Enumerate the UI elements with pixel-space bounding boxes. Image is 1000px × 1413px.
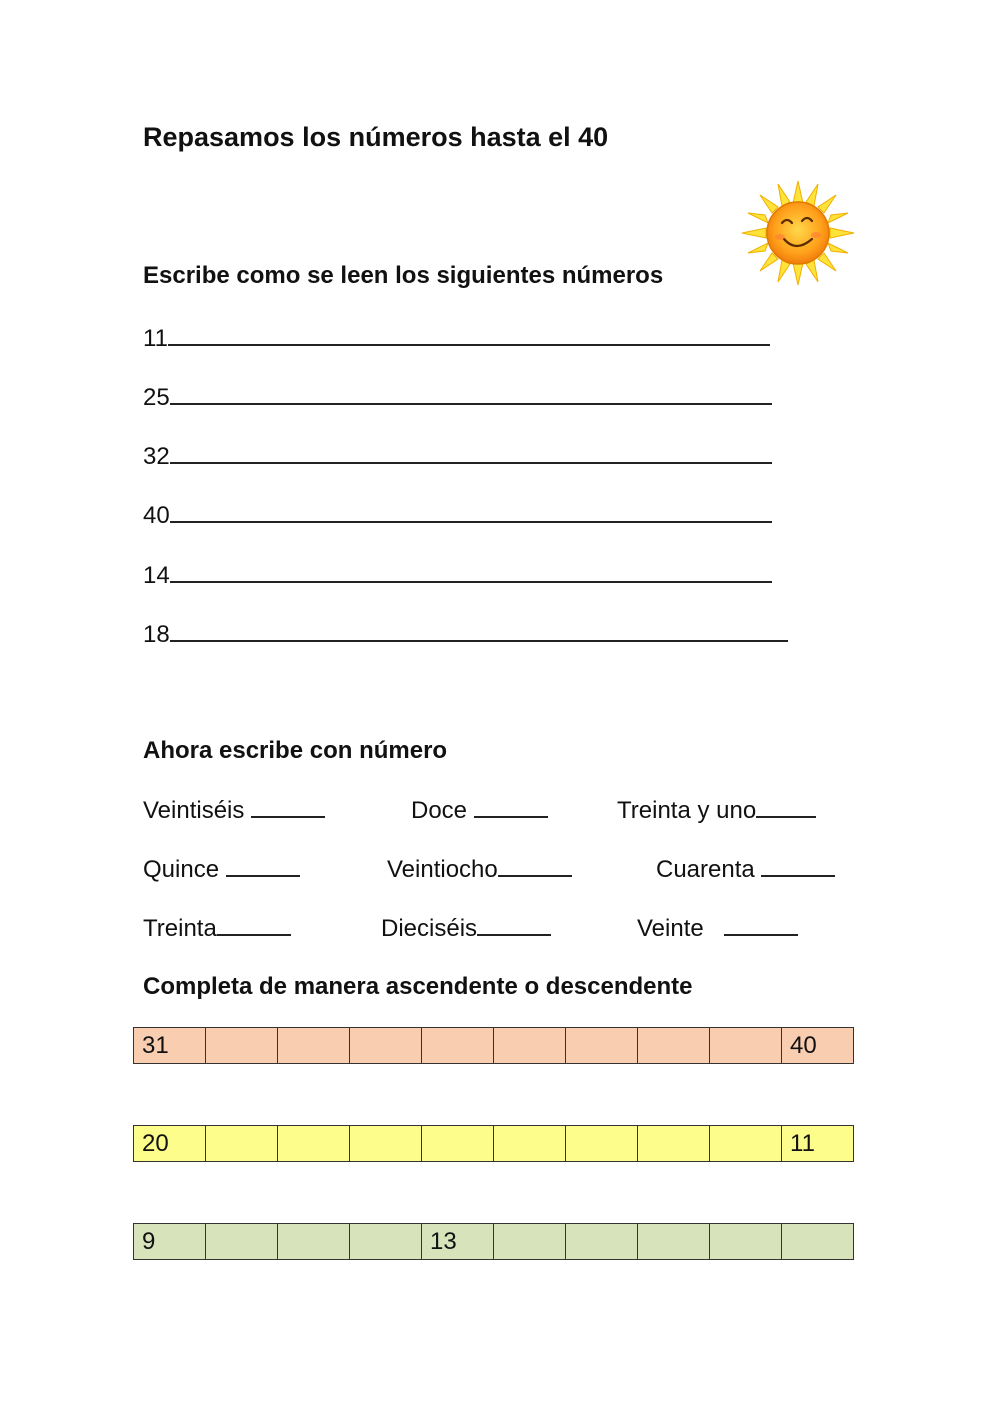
sequence-cell[interactable]: [566, 1028, 638, 1064]
word-item: [387, 855, 572, 884]
word-label: Dieciséis: [381, 915, 478, 942]
sequence-cell[interactable]: [566, 1126, 638, 1162]
sequence-row: [134, 1028, 854, 1064]
sequence-table-1: [133, 1027, 854, 1064]
number-label: 14: [143, 562, 170, 589]
sequence-cell[interactable]: [638, 1028, 710, 1064]
answer-blank[interactable]: [756, 796, 816, 818]
word-item: [656, 855, 835, 884]
word-item: [143, 796, 325, 825]
sequence-cell[interactable]: [206, 1224, 278, 1260]
answer-blank[interactable]: [217, 914, 291, 936]
answer-blank[interactable]: [724, 914, 798, 936]
write-line-row: [143, 499, 772, 530]
sequence-table-2: [133, 1125, 854, 1162]
answer-line[interactable]: [170, 559, 772, 583]
sequence-cell[interactable]: 9: [134, 1224, 206, 1260]
word-label: Treinta y uno: [617, 797, 757, 824]
answer-blank[interactable]: [251, 796, 325, 818]
word-label: Quince: [143, 856, 220, 883]
number-label: 40: [143, 502, 170, 529]
answer-blank[interactable]: [477, 914, 551, 936]
word-item: [637, 914, 798, 943]
sequence-cell[interactable]: 31: [134, 1028, 206, 1064]
word-item: [381, 914, 551, 943]
answer-line[interactable]: [170, 440, 772, 464]
word-label: Veinte: [637, 915, 704, 942]
number-label: 25: [143, 384, 170, 411]
sequence-cell[interactable]: [710, 1126, 782, 1162]
sequence-cell[interactable]: 11: [782, 1126, 854, 1162]
word-item: [143, 914, 291, 943]
word-label: Veintiséis: [143, 797, 245, 824]
sequence-cell[interactable]: [710, 1028, 782, 1064]
write-line-row: [143, 440, 772, 471]
answer-blank[interactable]: [498, 855, 572, 877]
sequence-cell[interactable]: [350, 1028, 422, 1064]
answer-line[interactable]: [168, 322, 770, 346]
sequence-cell[interactable]: [422, 1126, 494, 1162]
page-title: Repasamos los números hasta el 40: [143, 122, 609, 152]
answer-line[interactable]: [170, 618, 788, 642]
section-heading-write-number: Ahora escribe con número: [143, 737, 448, 764]
write-line-row: [143, 322, 770, 353]
number-label: 32: [143, 443, 170, 470]
sequence-cell[interactable]: [422, 1028, 494, 1064]
answer-line[interactable]: [170, 381, 772, 405]
sequence-cell[interactable]: [278, 1028, 350, 1064]
sequence-cell[interactable]: 20: [134, 1126, 206, 1162]
word-label: Veintiocho: [387, 856, 498, 883]
sequence-cell[interactable]: [278, 1224, 350, 1260]
sequence-cell[interactable]: [206, 1028, 278, 1064]
sequence-cell[interactable]: [638, 1224, 710, 1260]
word-label: Doce: [411, 797, 468, 824]
answer-blank[interactable]: [761, 855, 835, 877]
section-heading-complete-sequence: Completa de manera ascendente o descendente: [143, 973, 693, 1000]
smiling-sun-icon: [740, 178, 856, 288]
word-label: Cuarenta: [656, 856, 755, 883]
answer-blank[interactable]: [226, 855, 300, 877]
sequence-table-3: [133, 1223, 854, 1260]
sequence-cell[interactable]: [494, 1126, 566, 1162]
sequence-cell[interactable]: [350, 1224, 422, 1260]
sequence-cell[interactable]: [494, 1224, 566, 1260]
word-label: Treinta: [143, 915, 217, 942]
sequence-cell[interactable]: [350, 1126, 422, 1162]
number-label: 18: [143, 621, 170, 648]
sequence-row: [134, 1126, 854, 1162]
answer-blank[interactable]: [474, 796, 548, 818]
sequence-cell[interactable]: [710, 1224, 782, 1260]
number-label: 11: [143, 325, 168, 352]
sequence-row: [134, 1224, 854, 1260]
sequence-cell[interactable]: [638, 1126, 710, 1162]
sequence-cell[interactable]: [782, 1224, 854, 1260]
sequence-cell[interactable]: [206, 1126, 278, 1162]
write-line-row: [143, 559, 772, 590]
sequence-cell[interactable]: [278, 1126, 350, 1162]
sequence-cell[interactable]: [494, 1028, 566, 1064]
sequence-cell[interactable]: [566, 1224, 638, 1260]
word-item: [617, 796, 816, 825]
write-line-row: [143, 381, 772, 412]
sequence-cell[interactable]: 40: [782, 1028, 854, 1064]
section-heading-read-numbers: Escribe como se leen los siguientes números: [143, 262, 664, 289]
sequence-cell[interactable]: 13: [422, 1224, 494, 1260]
answer-line[interactable]: [170, 499, 772, 523]
write-line-row: [143, 618, 788, 649]
word-item: [143, 855, 300, 884]
word-item: [411, 796, 548, 825]
